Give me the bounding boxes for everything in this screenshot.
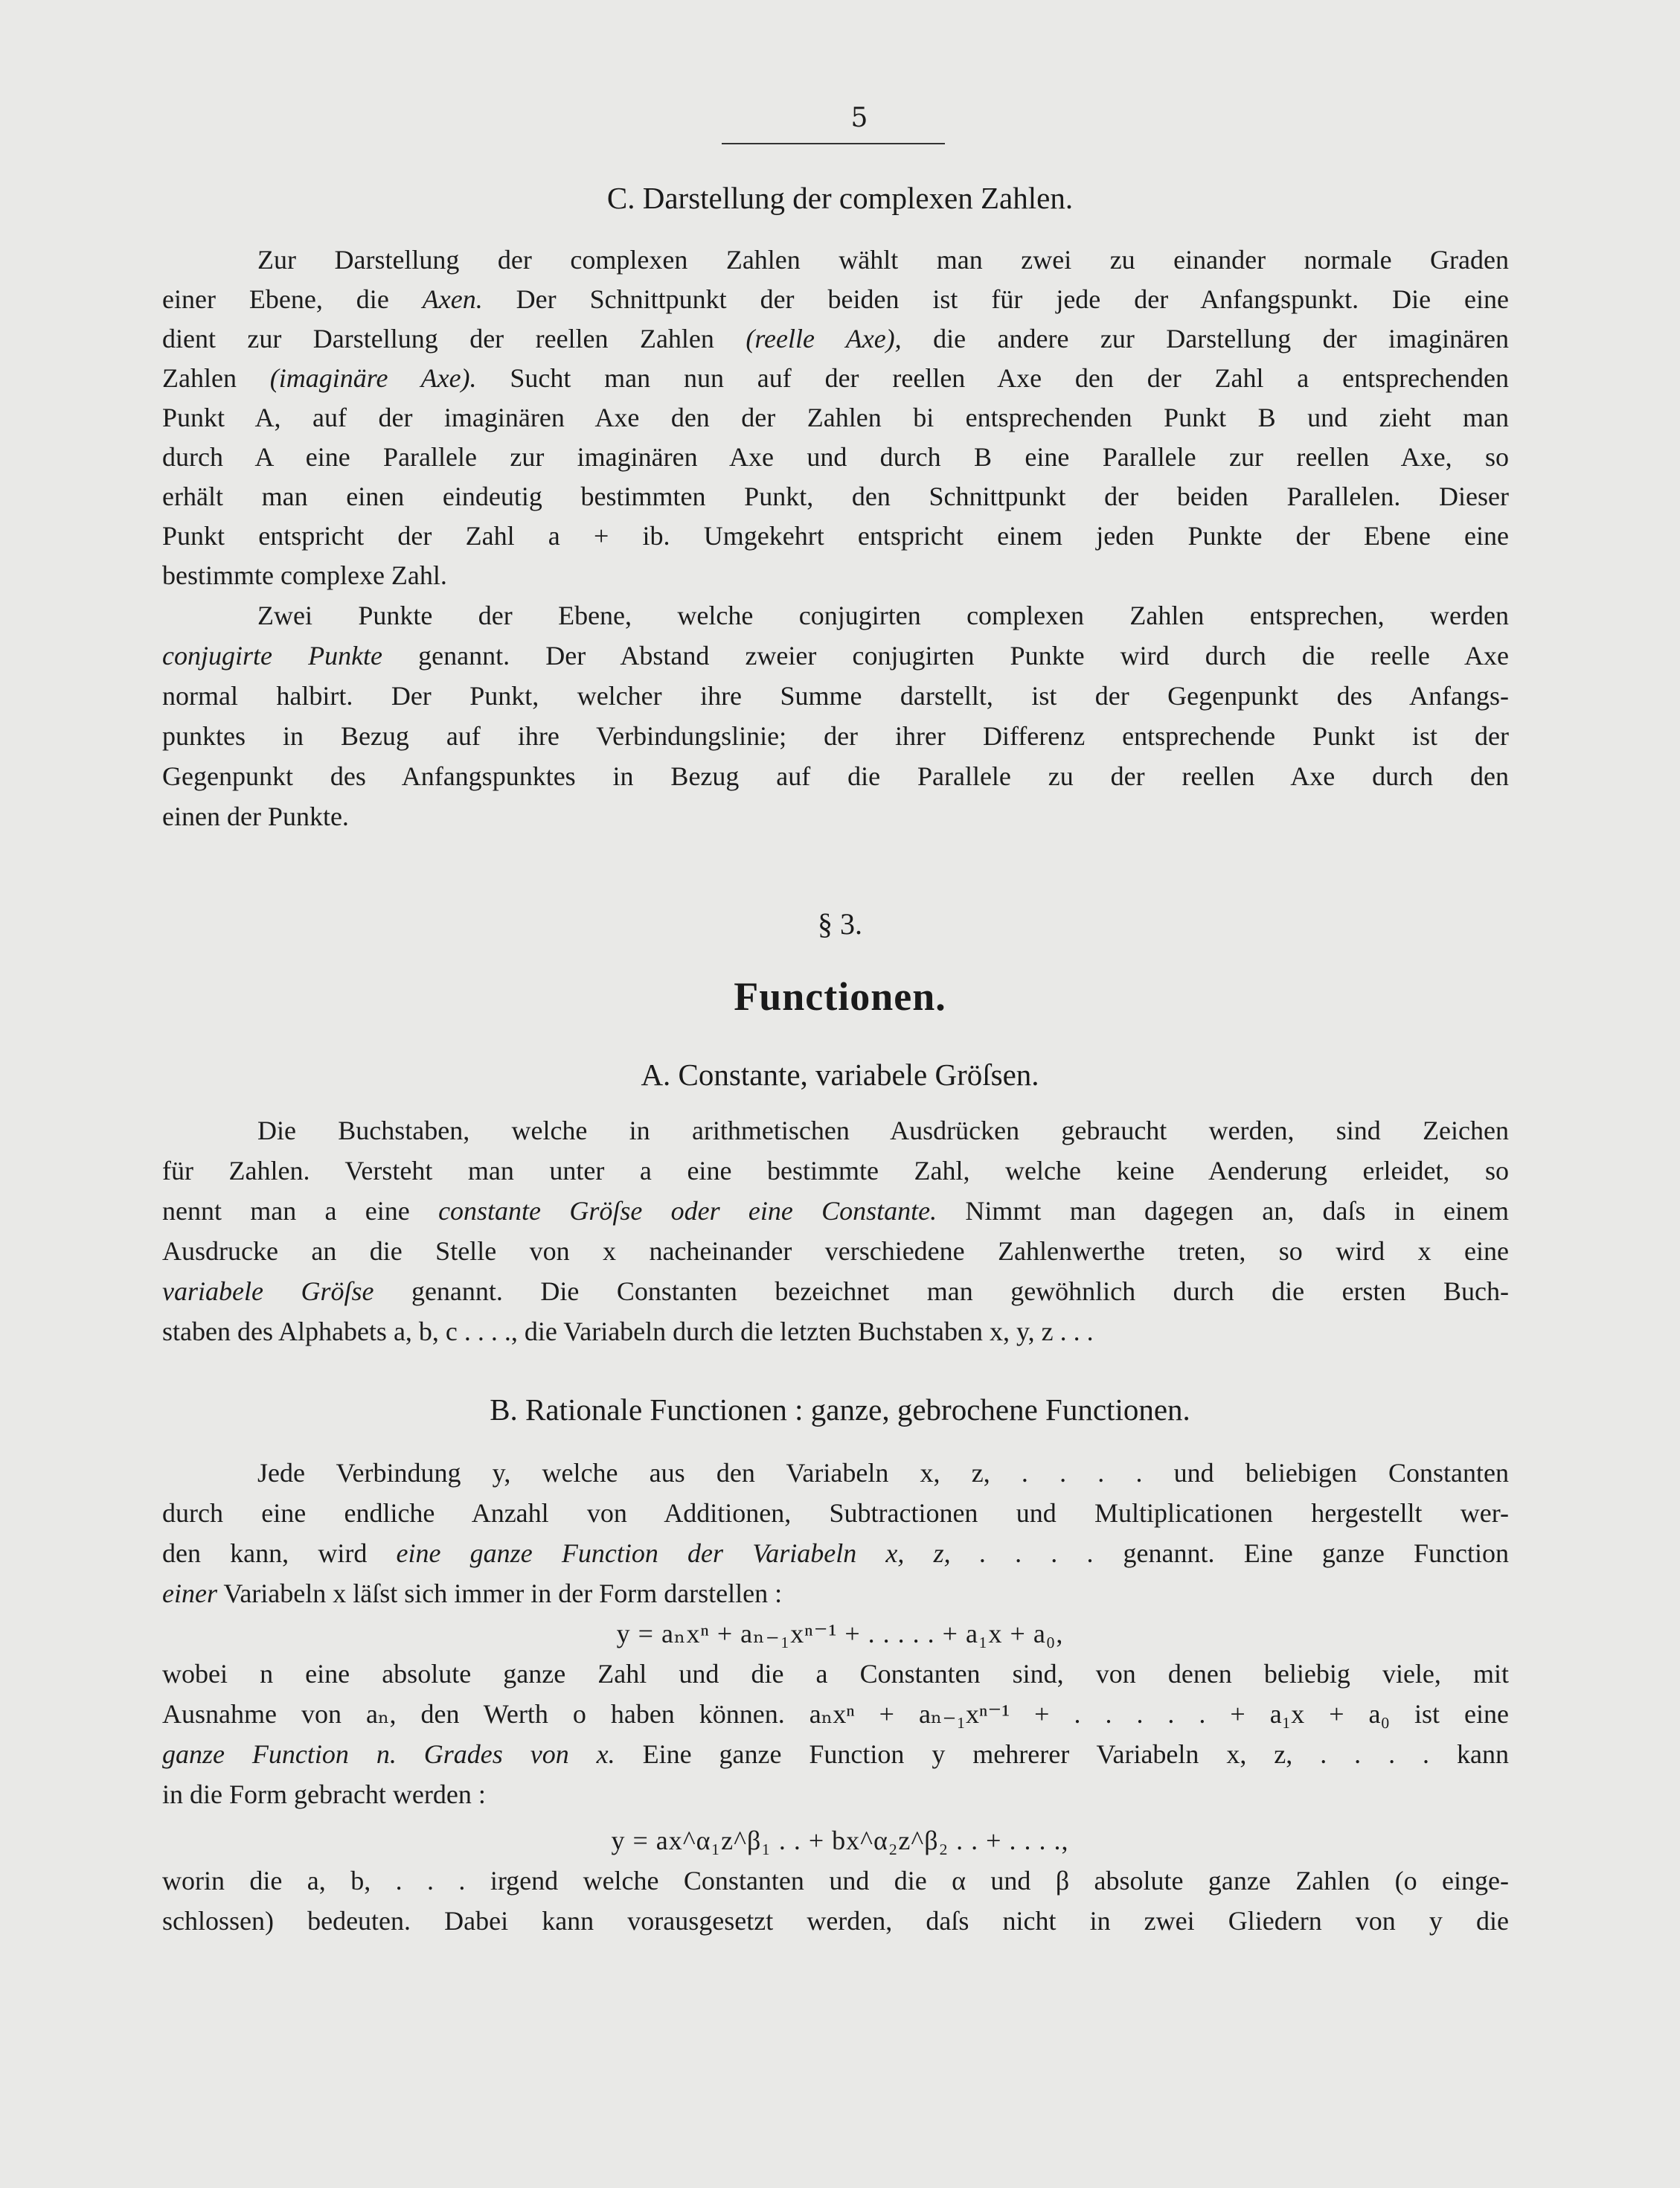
text-line: für Zahlen. Versteht man unter a eine bestimmte Zahl, welche keine Aenderung erleidet, so	[162, 1156, 1509, 1186]
text-line: variabele Gröſse genannt. Die Constanten bezeichnet man gewöhnlich durch die ersten Buch-	[162, 1276, 1510, 1306]
text-line: in die Form gebracht werden :	[162, 1779, 486, 1809]
text-line: Zur Darstellung der complexen Zahlen wählt man zwei zu einander normale Graden	[257, 245, 1509, 275]
text-line: einer Variabeln x läſst sich immer in der Form darstellen :	[162, 1578, 783, 1608]
section-heading-b: B. Rationale Functionen : ganze, gebrochene Functionen.	[490, 1392, 1190, 1427]
text-line: Zwei Punkte der Ebene, welche conjugirten complexen Zahlen entsprechen, werden	[257, 601, 1509, 630]
text-line: Die Buchstaben, welche in arithmetischen Ausdrücken gebraucht werden, sind Zeichen	[257, 1116, 1509, 1145]
header-rule	[722, 143, 945, 144]
paragraph-number: § 3.	[818, 907, 862, 941]
text-line: staben des Alphabets a, b, c . . . ., die Variabeln durch die letzten Buchstaben x, y, z . . .	[162, 1317, 1094, 1346]
text-line: erhält man einen eindeutig bestimmten Punkt, den Schnittpunkt der beiden Parallelen. Dieser	[162, 482, 1509, 511]
text-line: worin die a, b, . . . irgend welche Constanten und die α und β absolute ganze Zahlen (o einge-	[162, 1866, 1509, 1896]
text-line: normal halbirt. Der Punkt, welcher ihre Summe darstellt, ist der Gegenpunkt des Anfangs-	[162, 681, 1509, 711]
text-line: ganze Function n. Grades von x. Eine ganze Function y mehrerer Variabeln x, z, . . . . kann	[162, 1739, 1509, 1769]
text-line: Zahlen (imaginäre Axe). Sucht man nun auf der reellen Axe den der Zahl a entsprechenden	[162, 363, 1509, 393]
text-line: Ausnahme von aₙ, den Werth o haben können. aₙxⁿ + aₙ₋₁xⁿ⁻¹ + . . . . . + a₁x + a₀ ist eine	[162, 1699, 1509, 1729]
formula-line: y = ax^α₁z^β₁ . . + bx^α₂z^β₂ . . + . . . .,	[611, 1826, 1069, 1855]
text-line: conjugirte Punkte genannt. Der Abstand zweier conjugirten Punkte wird durch die reelle Axe	[162, 641, 1510, 671]
section-heading-a: A. Constante, variabele Gröſsen.	[641, 1058, 1039, 1092]
chapter-title: Functionen.	[734, 974, 946, 1019]
text-line: Gegenpunkt des Anfangspunktes in Bezug auf die Parallele zu der reellen Axe durch den	[162, 761, 1509, 791]
text-line: nennt man a eine constante Gröſse oder eine Constante. Nimmt man dagegen an, daſs in einem	[162, 1196, 1510, 1226]
text-line: dient zur Darstellung der reellen Zahlen (reelle Axe), die andere zur Darstellung der imaginären	[162, 324, 1509, 354]
text-line: einen der Punkte.	[162, 802, 349, 831]
text-line: Ausdrucke an die Stelle von x nacheinander verschiedene Zahlenwerthe treten, so wird x eine	[162, 1236, 1509, 1266]
text-line: schlossen) bedeuten. Dabei kann vorausgesetzt werden, daſs nicht in zwei Gliedern von y die	[162, 1906, 1509, 1936]
formula-line: y = aₙxⁿ + aₙ₋₁xⁿ⁻¹ + . . . . . + a₁x + a₀,	[616, 1619, 1064, 1648]
text-line: punktes in Bezug auf ihre Verbindungslinie; der ihrer Differenz entsprechende Punkt ist der	[162, 721, 1509, 751]
text-line: bestimmte complexe Zahl.	[162, 560, 447, 590]
text-line: durch eine endliche Anzahl von Additionen, Subtractionen und Multiplicationen hergestellt wer-	[162, 1498, 1509, 1528]
text-line: einer Ebene, die Axen. Der Schnittpunkt der beiden ist für jede der Anfangspunkt. Die eine	[162, 284, 1510, 314]
page-number: 5	[850, 103, 868, 133]
text-line: Punkt A, auf der imaginären Axe den der Zahlen bi entsprechenden Punkt B und zieht man	[162, 403, 1509, 432]
text-line: durch A eine Parallele zur imaginären Axe und durch B eine Parallele zur reellen Axe, so	[162, 442, 1509, 472]
text-line: Jede Verbindung y, welche aus den Variabeln x, z, . . . . und beliebigen Constanten	[257, 1458, 1509, 1488]
text-line: wobei n eine absolute ganze Zahl und die a Constanten sind, von denen beliebig viele, mit	[162, 1659, 1509, 1689]
text-line: den kann, wird eine ganze Function der Variabeln x, z, . . . . genannt. Eine ganze Function	[162, 1538, 1510, 1568]
section-heading-c: C. Darstellung der complexen Zahlen.	[606, 181, 1074, 215]
text-line: Punkt entspricht der Zahl a + ib. Umgekehrt entspricht einem jeden Punkte der Ebene eine	[162, 521, 1509, 551]
